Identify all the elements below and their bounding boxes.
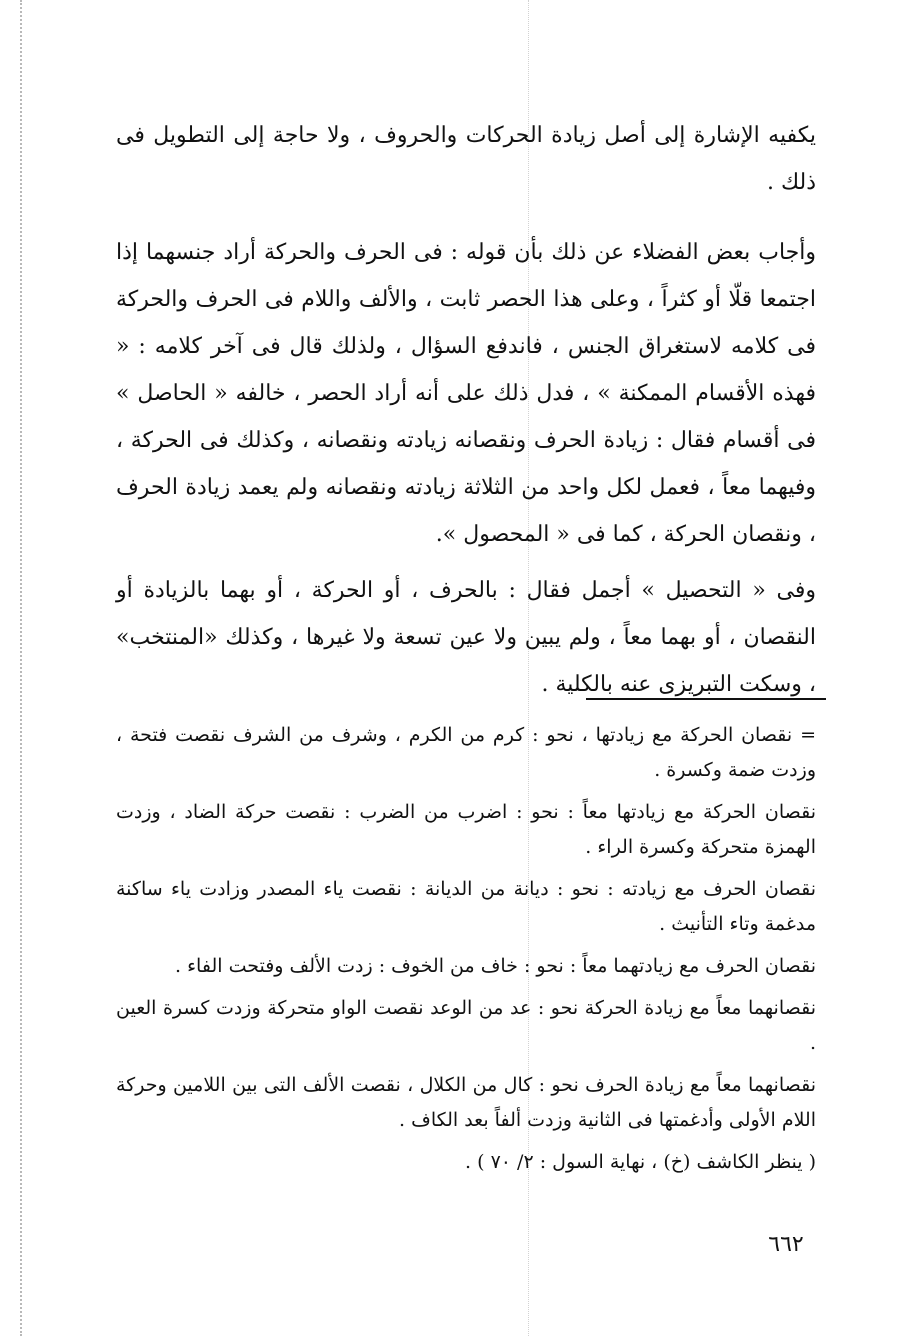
footnote-separator	[586, 698, 826, 700]
footnote-line: نقصانهما معاً مع زيادة الحرف نحو : كال من الكلال ، نقصت الألف التى بين اللامين وحركة اللام الأولى وأدغمتها فى الثانية وزدت ألفاً بعد الكاف .	[116, 1074, 816, 1131]
paragraph-3: وفى « التحصيل » أجمل فقال : بالحرف ، أو الحركة ، أو بهما بالزيادة أو النقصان ، أو بهما معاً ، ولم يبين ولا عين تسعة ولا غيرها ، وكذلك «المنتخب» ، وسكت التبريزى عنه بالكلية .	[116, 578, 816, 697]
scan-edge-dots	[20, 0, 22, 1336]
page-number: ٦٦٢	[768, 1232, 804, 1257]
footnote-reference: ( ينظر الكاشف (خ) ، نهاية السول : ٢/ ٧٠ ) .	[465, 1151, 816, 1173]
footnote-line: نقصان الحرف مع زيادتهما معاً : نحو : خاف من الخوف : زدت الألف وفتحت الفاء .	[175, 955, 816, 977]
footnote-line: = نقصان الحركة مع زيادتها ، نحو : كرم من الكرم ، وشرف من الشرف نقصت فتحة ، وزدت ضمة وكسرة .	[116, 724, 816, 781]
footnote-line: نقصان الحركة مع زيادتها معاً : نحو : اضرب من الضرب : نقصت حركة الضاد ، وزدت الهمزة متحركة وكسرة الراء .	[116, 801, 816, 858]
footnotes	[116, 718, 816, 1180]
main-text	[116, 112, 816, 708]
paragraph-1: يكفيه الإشارة إلى أصل زيادة الحركات والحروف ، ولا حاجة إلى التطويل فى ذلك .	[116, 123, 816, 195]
footnote-line: نقصان الحرف مع زيادته : نحو : ديانة من الديانة : نقصت ياء المصدر وزادت ياء ساكنة مدغمة وتاء التأنيث .	[116, 878, 816, 935]
footnote-line: نقصانهما معاً مع زيادة الحركة نحو : عد من الوعد نقصت الواو متحركة وزدت كسرة العين .	[116, 997, 816, 1054]
paragraph-2: وأجاب بعض الفضلاء عن ذلك بأن قوله : فى الحرف والحركة أراد جنسهما إذا اجتمعا قلّا أو كثراً ، وعلى هذا الحصر ثابت ، والألف واللام فى الحرف والحركة فى كلامه لاستغراق الجنس ، فاندفع السؤال ، ولذلك قال فى آخر كلامه : « فهذه الأقسام الممكنة » ، فدل ذلك على أنه أراد الحصر ، خالفه « الحاصل » فى أقسام فقال : زيادة الحرف ونقصانه زيادته ونقصانه ، وكذلك فى الحركة ، وفيهما معاً ، فعمل لكل واحد من الثلاثة زيادته ونقصانه ولم يعمد زيادة الحرف ، ونقصان الحركة ، كما فى « المحصول ».	[116, 240, 816, 547]
